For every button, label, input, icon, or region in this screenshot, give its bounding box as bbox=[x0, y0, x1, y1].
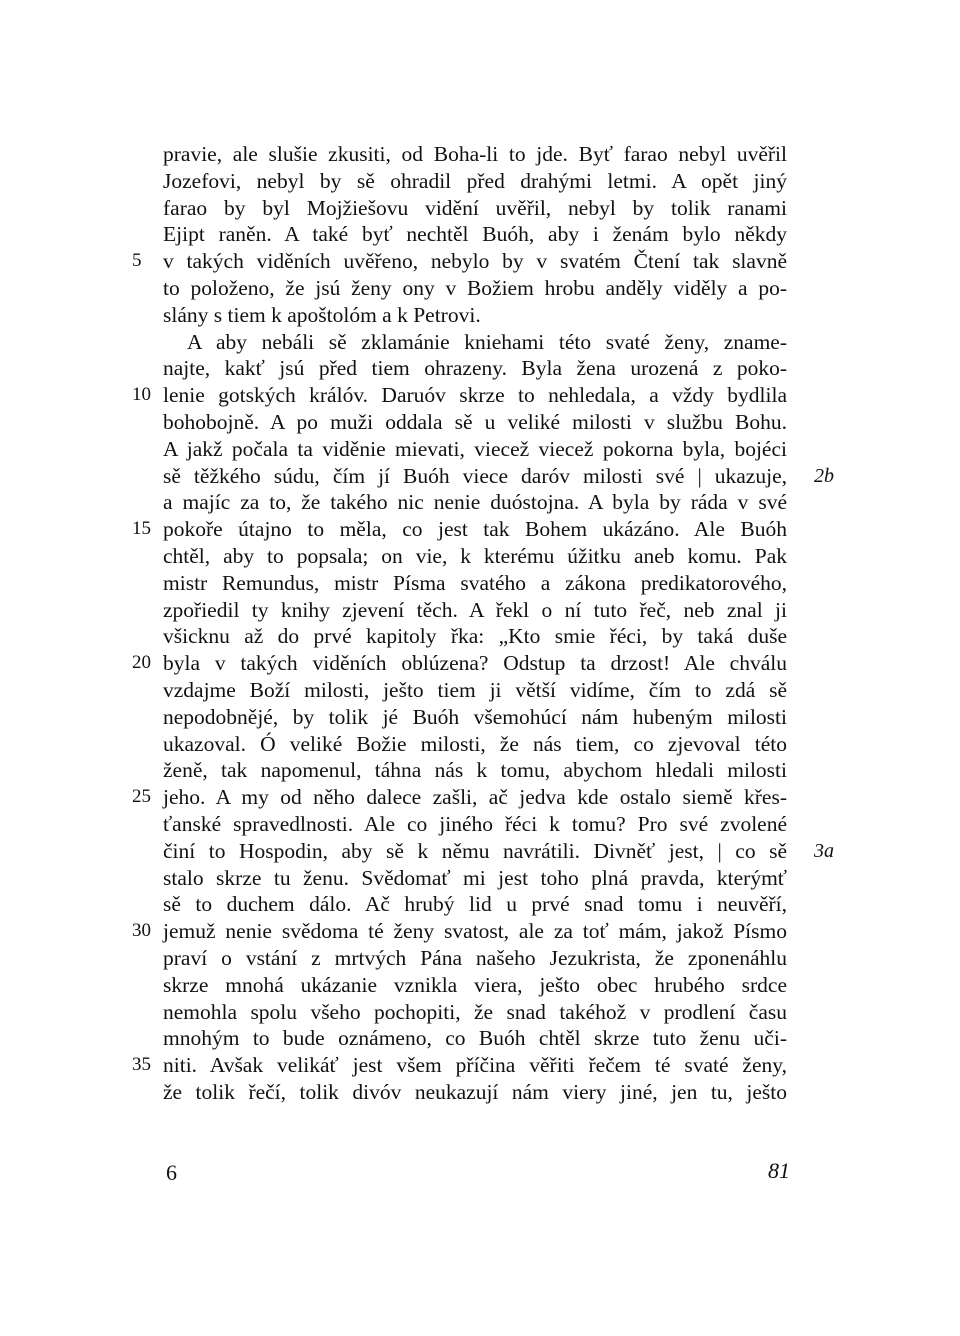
folio-reference: 3a bbox=[814, 839, 834, 862]
line-number: 10 bbox=[132, 384, 151, 406]
text-line-content: ťanské spravedlnosti. Ale co jiného řéci k tomu? Pro své zvolené bbox=[163, 811, 787, 836]
text-line-content: najte, kakť jsú před tiem ohrazeny. Byla žena urozená z poko- bbox=[163, 356, 787, 381]
text-line bbox=[163, 436, 787, 463]
text-line bbox=[132, 382, 787, 409]
text-line bbox=[163, 623, 787, 650]
text-line-content: Ejipt raněn. A také byť nechtěl Buóh, aby i ženám bylo někdy bbox=[163, 222, 787, 247]
text-line-content: niti. Avšak velikáť jest všem příčina věřiti řečem té svaté ženy, bbox=[163, 1053, 787, 1078]
text-line-content: byla v takých viděních oblúzena? Odstup ta drzost! Ale chválu bbox=[163, 651, 787, 676]
text-line bbox=[132, 650, 787, 677]
text-line-content: vzdajme Boží milosti, ješto tiem ji větší vidíme, čím to zdá sě bbox=[163, 677, 787, 702]
signature-mark: 6 bbox=[166, 1160, 177, 1185]
page-number: 81 bbox=[768, 1158, 790, 1183]
text-line bbox=[132, 918, 787, 945]
text-line bbox=[163, 891, 787, 918]
text-line bbox=[163, 141, 787, 168]
text-line bbox=[163, 838, 834, 865]
text-line-content: nemohla spolu všeho pochopiti, že snad takéhož v prodlení času bbox=[163, 999, 787, 1024]
text-line bbox=[163, 275, 787, 302]
text-line-content: farao by byl Mojžiešovu vidění uvěřil, nebyl by tolik ranami bbox=[163, 195, 787, 220]
text-line-content: sě to duchem dálo. Ač hrubý lid u prvé snad tomu i neuvěří, bbox=[163, 892, 787, 917]
text-line-content: to položeno, že jsú ženy ony v Božiem hrobu anděly viděly a po- bbox=[163, 275, 787, 300]
text-line bbox=[132, 784, 787, 811]
text-line-content: v takých viděních uvěřeno, nebylo by v svatém Čtení tak slavně bbox=[163, 249, 787, 274]
text-line-content: jemuž nenie svědoma té ženy svatost, ale za toť mám, jakož Písmo bbox=[163, 919, 787, 944]
text-line bbox=[163, 489, 787, 516]
text-line bbox=[163, 811, 787, 838]
text-line bbox=[163, 329, 787, 356]
text-line bbox=[163, 757, 787, 784]
text-line bbox=[163, 570, 787, 597]
text-line-content: a majíc za to, že takého nic nenie duóstojna. A byla by ráda v své bbox=[163, 490, 787, 515]
body-text bbox=[132, 141, 834, 1106]
text-line-content: A jakž počala ta viděnie mievati, viecež viecež pokorna byla, bojéci bbox=[163, 436, 787, 461]
text-line-content: činí to Hospodin, aby sě k němu navrátili. Divněť jest, | co sě bbox=[163, 838, 787, 863]
text-line-content: sě těžkého súdu, čím jí Buóh viece daróv milosti své | ukazuje, bbox=[163, 463, 787, 488]
line-number: 35 bbox=[132, 1054, 151, 1076]
text-line-content: ženě, tak napomenul, táhna nás k tomu, abychom hledali milosti bbox=[163, 758, 787, 783]
text-line-content: mnohým to bude oznámeno, co Buóh chtěl skrze tuto ženu uči- bbox=[163, 1026, 787, 1051]
text-line-content: chtěl, aby to popsala; on vie, k kterému úžitku aneb komu. Pak bbox=[163, 543, 787, 568]
text-line-content: A aby nebáli sě zklamánie kniehami této svaté ženy, zname- bbox=[187, 329, 787, 354]
text-line-content: lenie gotských králóv. Daruóv skrze to nehledala, a vždy bydlila bbox=[163, 383, 787, 408]
text-line bbox=[163, 999, 787, 1026]
line-number: 25 bbox=[132, 786, 151, 808]
line-number: 20 bbox=[132, 652, 151, 674]
text-line-content: praví o vstání z mrtvých Pána našeho Jezukrista, že zponenáhlu bbox=[163, 945, 787, 970]
text-line bbox=[163, 704, 787, 731]
text-line bbox=[163, 865, 787, 892]
text-line-content: nepodobnějé, by tolik jé Buóh všemohúcí nám hubeným milosti bbox=[163, 704, 787, 729]
text-line-content: pravie, ale slušie zkusiti, od Boha-li to jde. Byť farao nebyl uvěřil bbox=[163, 142, 787, 166]
text-line bbox=[163, 355, 787, 382]
text-line bbox=[163, 168, 787, 195]
text-line bbox=[163, 463, 834, 490]
text-line-content: jeho. A my od něho dalece zašli, ač jedva kde ostalo siemě křes- bbox=[163, 785, 787, 810]
text-line bbox=[163, 409, 787, 436]
text-line bbox=[163, 543, 787, 570]
text-line bbox=[163, 597, 787, 624]
text-line bbox=[132, 248, 787, 275]
text-line-content: Jozefovi, nebyl by sě ohradil před drahými letmi. A opět jiný bbox=[163, 168, 787, 193]
text-line bbox=[163, 972, 787, 999]
text-line-content: zpořiedil ty knihy zjevení těch. A řekl o ní tuto řeč, neb znal ji bbox=[163, 597, 787, 622]
line-number: 5 bbox=[132, 250, 142, 272]
text-line bbox=[132, 1052, 787, 1079]
line-number: 15 bbox=[132, 518, 151, 540]
text-line bbox=[132, 516, 787, 543]
text-line bbox=[163, 1025, 787, 1052]
text-line-content: mistr Remundus, mistr Písma svatého a zákona predikatorového, bbox=[163, 570, 787, 595]
text-line-content: ukazoval. Ó veliké Božie milosti, že nás tiem, co zjevoval této bbox=[163, 731, 787, 756]
text-line-content: všicknu až do prvé kapitoly řka: „Kto smie řéci, by taká duše bbox=[163, 624, 787, 649]
text-line bbox=[163, 302, 787, 329]
text-line-content: slány s tiem k apoštolóm a k Petrovi. bbox=[163, 302, 481, 327]
text-line bbox=[163, 1079, 787, 1106]
text-line bbox=[163, 731, 787, 758]
text-line bbox=[163, 945, 787, 972]
text-line-content: stalo skrze tu ženu. Svědomať mi jest toho plná pravda, kterýmť bbox=[163, 865, 787, 890]
text-line-content: bohobojně. A po muži oddala sě u veliké milosti v službu Bohu. bbox=[163, 409, 787, 434]
text-line-content: skrze mnohá ukázanie vznikla viera, ješto obec hrubého srdce bbox=[163, 972, 787, 997]
text-line bbox=[163, 221, 787, 248]
text-line bbox=[163, 677, 787, 704]
text-line bbox=[163, 195, 787, 222]
text-line-content: pokoře útajno to měla, co jest tak Bohem ukázáno. Ale Buóh bbox=[163, 517, 787, 542]
folio-reference: 2b bbox=[814, 464, 834, 487]
line-number: 30 bbox=[132, 920, 151, 942]
text-line-content: že tolik řečí, tolik divóv neukazují nám viery jiné, jen tu, ješto bbox=[163, 1079, 787, 1104]
